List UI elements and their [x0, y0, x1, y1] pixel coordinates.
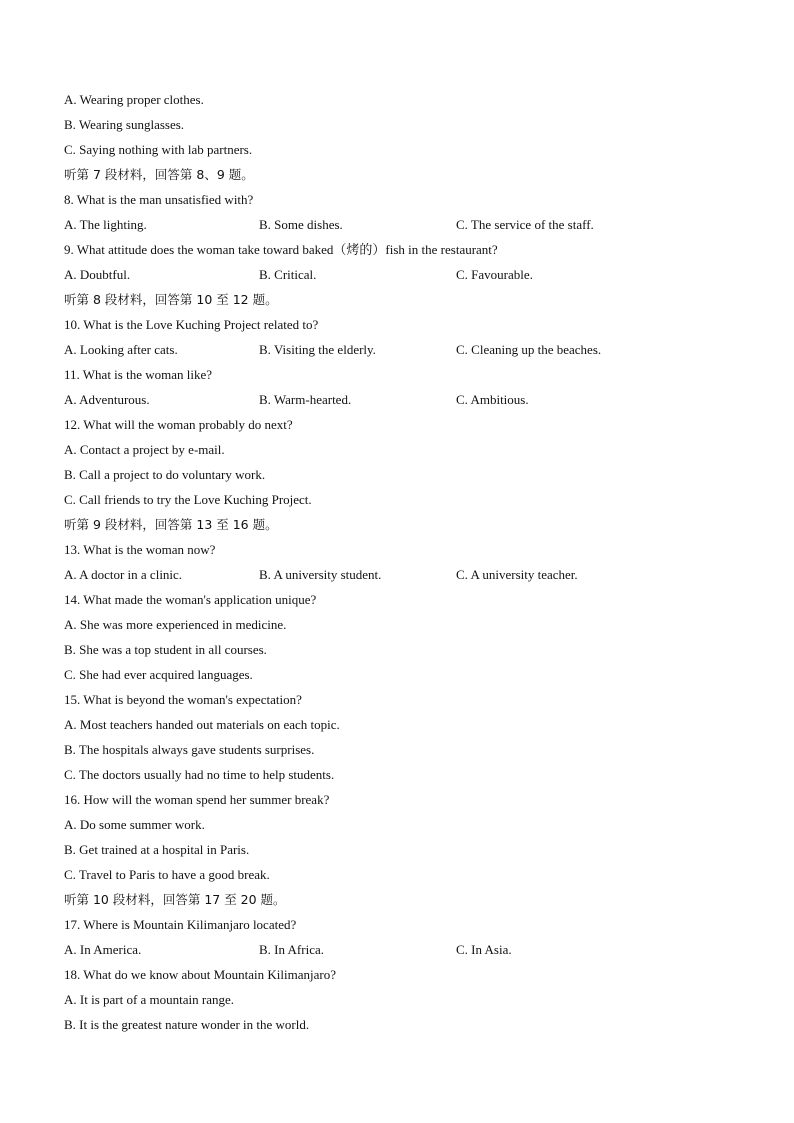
q12-option-a: A. Contact a project by e-mail.	[64, 442, 225, 457]
question-8: 8. What is the man unsatisfied with?	[64, 192, 254, 207]
question-18: 18. What do we know about Mountain Kilimanjaro?	[64, 967, 336, 982]
q16-option-c: C. Travel to Paris to have a good break.	[64, 867, 270, 882]
q9-option-c: C. Favourable.	[456, 267, 533, 282]
question-11: 11. What is the woman like?	[64, 367, 213, 382]
q11-option-b: B. Warm-hearted.	[259, 392, 352, 407]
q7-option-b: B. Wearing sunglasses.	[64, 117, 185, 132]
q10-options-row	[64, 337, 744, 362]
q8-option-b: B. Some dishes.	[259, 217, 343, 232]
q11-option-c: C. Ambitious.	[456, 392, 529, 407]
q13-option-c: C. A university teacher.	[456, 567, 578, 582]
q15-option-b: B. The hospitals always gave students surprises.	[64, 742, 315, 757]
q14-option-c: C. She had ever acquired languages.	[64, 667, 253, 682]
q17-option-a: A. In America.	[64, 942, 142, 957]
section-header-8: 听第 8 段材料，回答第 10 至 12 题。	[64, 292, 278, 307]
q11-option-a: A. Adventurous.	[64, 392, 150, 407]
q9-option-b: B. Critical.	[259, 267, 317, 282]
q13-option-a: A. A doctor in a clinic.	[64, 567, 183, 582]
question-9: 9. What attitude does the woman take toward baked（烤的）fish in the restaurant?	[64, 242, 498, 257]
question-15: 15. What is beyond the woman's expectation?	[64, 692, 302, 707]
section-header-9: 听第 9 段材料，回答第 13 至 16 题。	[64, 517, 278, 532]
q11-options-row	[64, 387, 744, 412]
q17-option-c: C. In Asia.	[456, 942, 512, 957]
q10-option-c: C. Cleaning up the beaches.	[456, 342, 602, 357]
q10-option-b: B. Visiting the elderly.	[259, 342, 376, 357]
q14-option-b: B. She was a top student in all courses.	[64, 642, 267, 657]
q7-option-a: A. Wearing proper clothes.	[64, 92, 204, 107]
q16-option-a: A. Do some summer work.	[64, 817, 205, 832]
q14-option-a: A. She was more experienced in medicine.	[64, 617, 287, 632]
q15-option-c: C. The doctors usually had no time to help students.	[64, 767, 335, 782]
q8-option-a: A. The lighting.	[64, 217, 147, 232]
q15-option-a: A. Most teachers handed out materials on each topic.	[64, 717, 340, 732]
q16-option-b: B. Get trained at a hospital in Paris.	[64, 842, 250, 857]
q17-options-row	[64, 937, 744, 962]
section-header-7: 听第 7 段材料，回答第 8、9 题。	[64, 167, 254, 182]
q8-options-row	[64, 212, 744, 237]
question-16: 16. How will the woman spend her summer break?	[64, 792, 330, 807]
q18-option-b: B. It is the greatest nature wonder in the world.	[64, 1017, 310, 1032]
q12-option-b: B. Call a project to do voluntary work.	[64, 467, 266, 482]
q13-option-b: B. A university student.	[259, 567, 382, 582]
section-header-10: 听第 10 段材料，回答第 17 至 20 题。	[64, 892, 286, 907]
q13-options-row	[64, 562, 744, 587]
q10-option-a: A. Looking after cats.	[64, 342, 178, 357]
question-14: 14. What made the woman's application unique?	[64, 592, 317, 607]
q12-option-c: C. Call friends to try the Love Kuching Project.	[64, 492, 312, 507]
q9-option-a: A. Doubtful.	[64, 267, 131, 282]
q9-options-row	[64, 262, 744, 287]
exam-page	[64, 87, 744, 1037]
q7-option-c: C. Saying nothing with lab partners.	[64, 142, 253, 157]
question-17: 17. Where is Mountain Kilimanjaro located?	[64, 917, 297, 932]
q8-option-c: C. The service of the staff.	[456, 217, 594, 232]
question-12: 12. What will the woman probably do next?	[64, 417, 293, 432]
question-13: 13. What is the woman now?	[64, 542, 216, 557]
q17-option-b: B. In Africa.	[259, 942, 324, 957]
question-10: 10. What is the Love Kuching Project related to?	[64, 317, 319, 332]
q18-option-a: A. It is part of a mountain range.	[64, 992, 235, 1007]
